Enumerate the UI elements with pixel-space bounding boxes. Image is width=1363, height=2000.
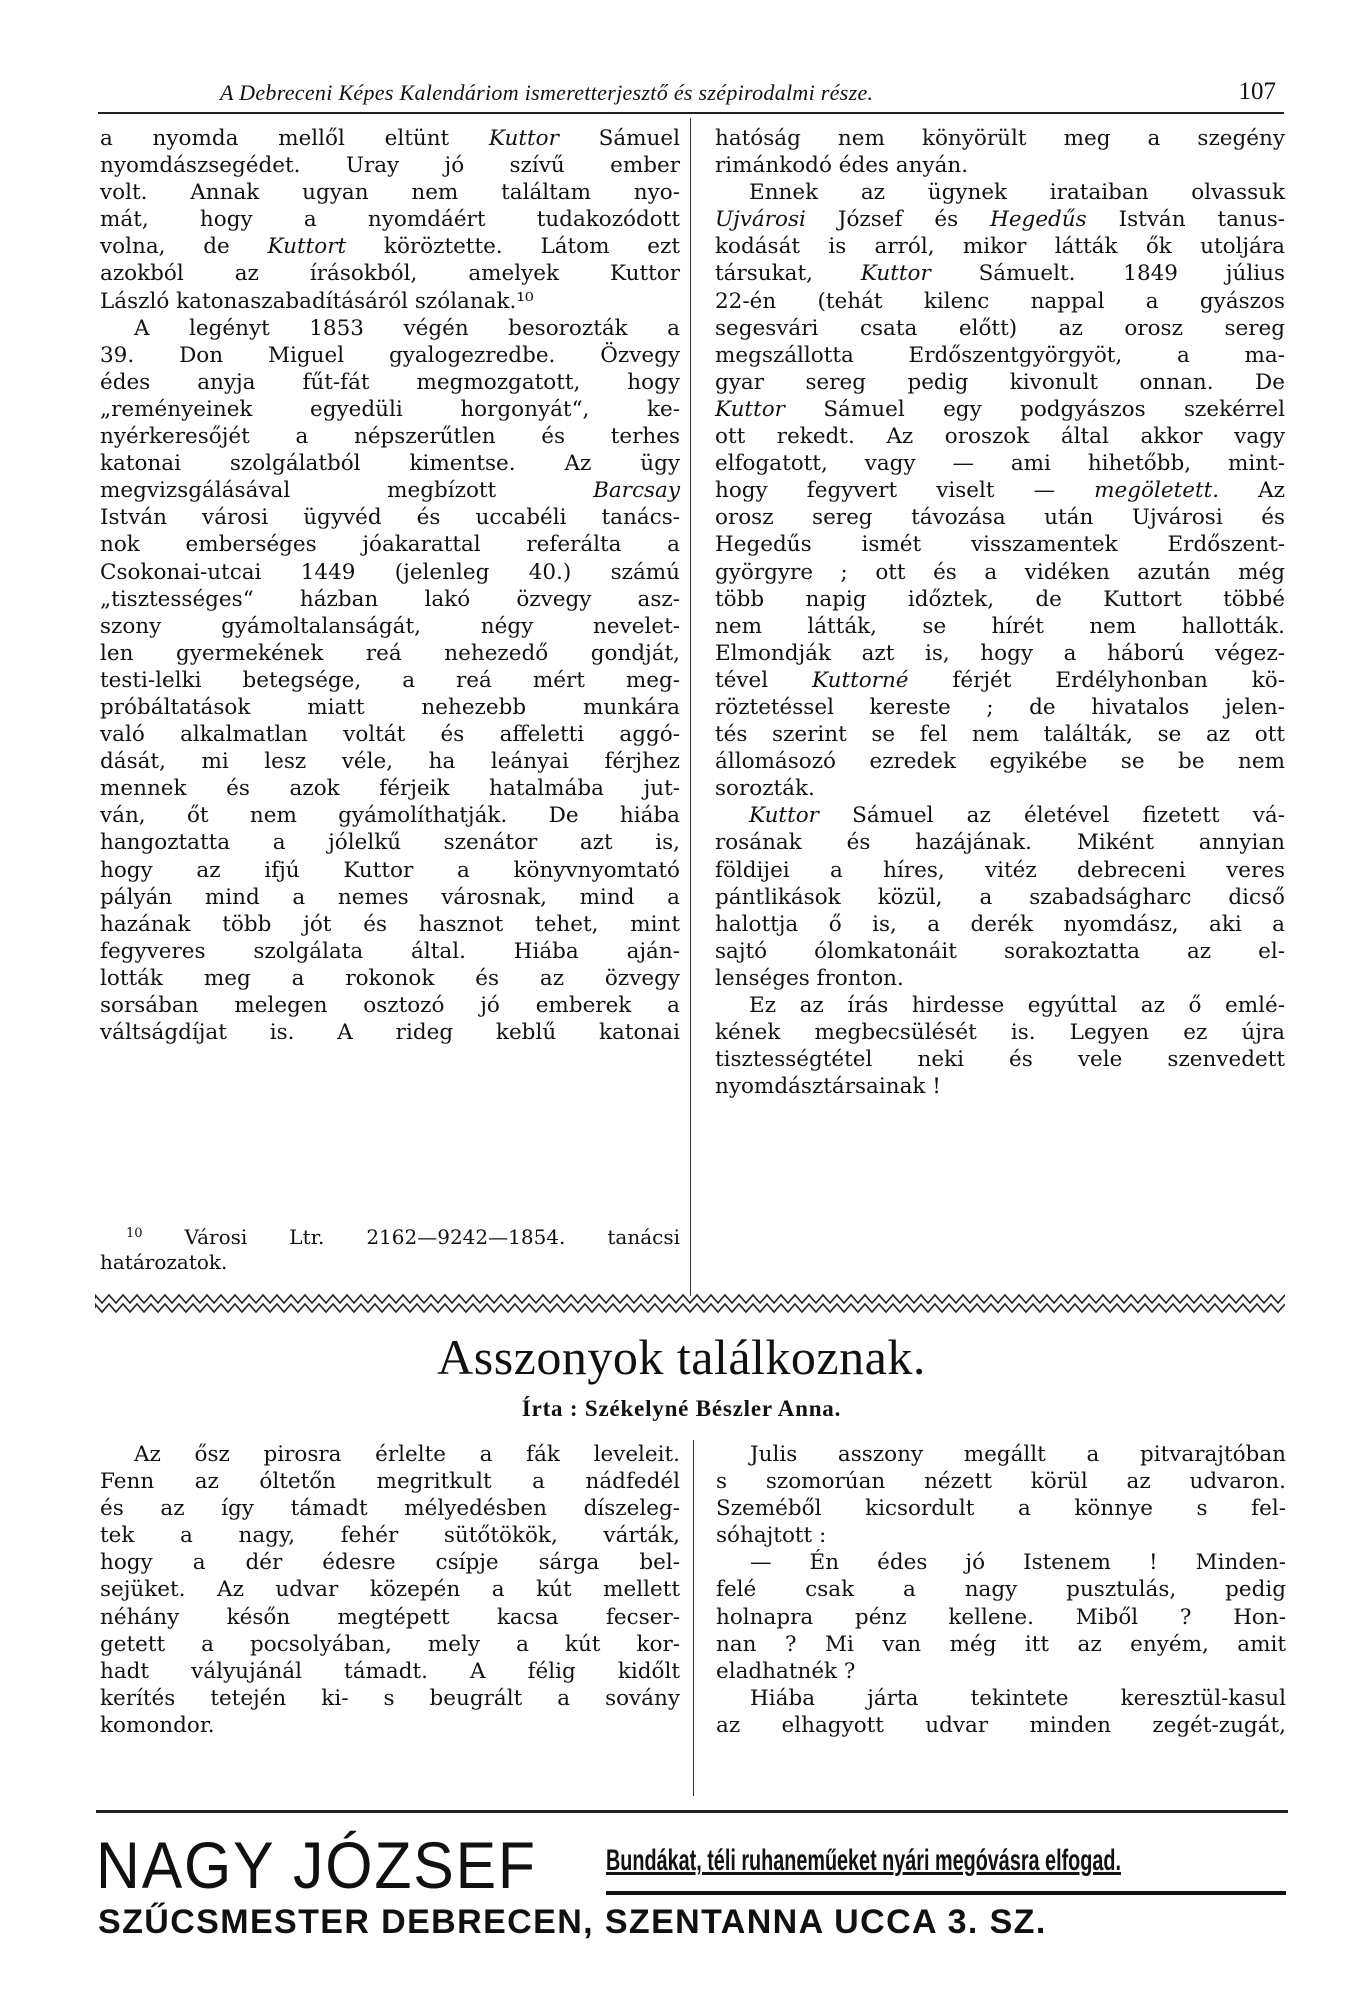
- text-line: [100, 1658, 680, 1685]
- line-text: röztetéssel kereste ; de hivatalos jelen-: [715, 694, 1285, 720]
- line-text: — Én édes jó Istenem ! Minden-: [750, 1550, 1286, 1576]
- text-line: [715, 775, 1285, 802]
- text-line: [100, 1549, 680, 1576]
- line-text: hogy fegyvert viselt —: [715, 478, 1095, 504]
- footnote-marker: 10: [126, 1226, 143, 1241]
- line-text: Sámuelt. 1849 július: [930, 261, 1285, 287]
- line-text: állomásozó ezredek egyikébe se be nem: [715, 749, 1285, 775]
- line-text: tisztességtétel neki és vele szenvedett: [715, 1047, 1285, 1073]
- footnote-line-1: [100, 1221, 680, 1250]
- line-text: testi-lelki betegsége, a reá mért meg-: [100, 667, 680, 693]
- text-line: [100, 1685, 680, 1712]
- column-divider: [690, 118, 691, 1296]
- line-text: volna, de: [100, 234, 268, 260]
- text-line: [716, 1604, 1286, 1631]
- line-text: nan ? Mi van még itt az enyém, amit: [716, 1631, 1286, 1657]
- text-line: [100, 504, 680, 531]
- line-text: pályán mind a nemes városnak, mind a: [100, 884, 680, 910]
- line-text: katonai szolgálatból kimentse. Az ügy: [100, 451, 680, 477]
- line-text: József és: [805, 207, 991, 233]
- line-text: ván, őt nem gyámolíthatják. De hiába: [100, 803, 680, 829]
- line-text: 22-én (tehát kilenc nappal a gyászos: [715, 288, 1285, 314]
- page-number: 107: [1238, 78, 1276, 105]
- text-line: [100, 857, 680, 884]
- line-text: len gyermekének reá nehezedő gondját,: [100, 640, 680, 666]
- line-text: dását, mi lesz véle, ha leányai férjhez: [100, 749, 680, 775]
- line-text: felé csak a nagy pusztulás, pedig: [716, 1577, 1286, 1603]
- line-text: Ez az írás hirdesse egyúttal az ő emlé-: [749, 993, 1285, 1018]
- line-text: nyérkeresőjét a népszerűtlen és terhes: [100, 424, 680, 450]
- line-text: Elmondják azt is, hogy a háború végez-: [715, 640, 1285, 666]
- text-line: [716, 1441, 1286, 1468]
- text-line: [100, 586, 680, 613]
- text-line: [715, 125, 1285, 152]
- text-line: [715, 342, 1285, 369]
- line-text: sorsában melegen osztozó jó emberek a: [100, 993, 680, 1018]
- text-line: [716, 1468, 1286, 1495]
- line-text: való alkalmatlan voltát és affeletti aggó-: [100, 722, 680, 748]
- line-text: tés szerint se fel nem találták, se az ott: [715, 722, 1285, 748]
- text-line: [100, 694, 680, 721]
- text-line: [715, 152, 1285, 179]
- text-line: [100, 965, 680, 992]
- text-line: [715, 992, 1285, 1019]
- line-text: hangoztatta a jólelkű szenátor azt is,: [100, 830, 680, 856]
- text-line: [100, 1576, 680, 1603]
- line-text: István városi ügyvéd és uccabéli tanács-: [100, 505, 680, 531]
- italic-name: Barcsay: [593, 478, 680, 504]
- text-line: [715, 1046, 1285, 1073]
- line-text: „tisztességes“ házban lakó özvegy asz-: [100, 586, 680, 612]
- text-line: [100, 829, 680, 856]
- line-text: gyar sereg pedig kivonult onnan. De: [715, 369, 1285, 395]
- line-text: köröztette. Látom ezt: [346, 234, 680, 260]
- line-text: hogy a dér édesre csípje sárga bel-: [100, 1550, 680, 1576]
- line-text: megvizsgálásával megbízott: [100, 478, 594, 504]
- text-line: [715, 559, 1285, 586]
- text-line: [100, 1019, 680, 1046]
- article-byline: Írta : Székelyné Bészler Anna.: [521, 1396, 842, 1421]
- line-text: elfogatott, vagy — ami hihetőbb, mint-: [715, 451, 1285, 477]
- line-text: és az így támadt mélyedésben díszeleg-: [100, 1496, 680, 1522]
- line-text: tével: [715, 667, 813, 693]
- line-text: néhány későn megtépett kacsa fecser-: [100, 1604, 680, 1630]
- line-text: eladhatnék ?: [716, 1658, 856, 1684]
- line-text: hazának több jót és hasznot tehet, mint: [100, 911, 680, 937]
- line-text: lenséges fronton.: [715, 965, 904, 991]
- text-line: [715, 1073, 1285, 1100]
- text-line: [716, 1576, 1286, 1603]
- text-line: [715, 694, 1285, 721]
- text-line: [715, 288, 1285, 315]
- text-line: [100, 396, 680, 423]
- line-text: Julis asszony megállt a pitvarajtóban: [750, 1442, 1286, 1467]
- article-1-column-left: [100, 125, 680, 1046]
- line-text: orosz sereg távozása után Ujvárosi és: [715, 505, 1285, 531]
- wavy-separator: [95, 1293, 1285, 1315]
- text-line: [715, 450, 1285, 477]
- text-line: [100, 152, 680, 179]
- text-line: [715, 1019, 1285, 1046]
- line-text: Sámuel egy podgyászos szekérrel: [784, 396, 1285, 422]
- line-text: nok emberséges jóakarattal referálta a: [100, 532, 680, 558]
- text-line: [715, 613, 1285, 640]
- text-line: [100, 260, 680, 287]
- text-line: [715, 206, 1285, 233]
- italic-name: Kuttor: [488, 126, 559, 151]
- line-text: Hegedűs ismét visszamentek Erdőszent-: [715, 532, 1285, 558]
- text-line: [100, 1712, 680, 1739]
- text-line: [100, 450, 680, 477]
- text-line: [100, 342, 680, 369]
- text-line: [715, 748, 1285, 775]
- footnote: [100, 1221, 680, 1275]
- line-text: lották meg a rokonok és az özvegy: [100, 965, 680, 991]
- line-text: kerítés tetején ki- s beugrált a sovány: [100, 1685, 680, 1711]
- text-line: [715, 857, 1285, 884]
- line-text: hatóság nem könyörült meg a szegény: [715, 126, 1285, 151]
- text-line: [716, 1549, 1286, 1576]
- text-line: [100, 288, 680, 315]
- italic-name: Hegedűs: [990, 207, 1087, 233]
- line-text: volt. Annak ugyan nem találtam nyo-: [100, 180, 680, 206]
- line-text: sorozták.: [715, 776, 815, 802]
- text-line: [100, 884, 680, 911]
- line-text: fegyveres szolgálata által. Hiába aján-: [100, 938, 680, 964]
- text-line: [100, 1495, 680, 1522]
- text-line: [100, 721, 680, 748]
- line-text: István tanus-: [1086, 207, 1285, 233]
- line-text: Hiába járta tekintete keresztül-kasul: [750, 1685, 1286, 1711]
- text-line: [716, 1658, 1286, 1685]
- text-line: [715, 260, 1285, 287]
- line-text: édes anyja fűt-fát megmozgatott, hogy: [100, 369, 680, 395]
- article-title: Asszonyok találkoznak.: [437, 1329, 926, 1385]
- text-line: [100, 775, 680, 802]
- text-line: [100, 613, 680, 640]
- line-text: váltságdíjat is. A rideg keblű katonai: [100, 1020, 680, 1046]
- text-line: [100, 802, 680, 829]
- line-text: férjét Erdélyhonban kö-: [908, 667, 1285, 693]
- text-line: [715, 640, 1285, 667]
- text-line: [715, 369, 1285, 396]
- text-line: [715, 179, 1285, 206]
- text-line: [100, 667, 680, 694]
- line-text: sejüket. Az udvar közepén a kút mellett: [100, 1577, 680, 1603]
- line-text: sóhajtott :: [716, 1523, 827, 1549]
- line-text: 39. Don Miguel gyalogezredbe. Özvegy: [100, 342, 680, 368]
- text-line: [715, 802, 1285, 829]
- line-text: hogy az ifjú Kuttor a könyvnyomtató: [100, 857, 680, 883]
- text-line: [715, 965, 1285, 992]
- text-line: [100, 369, 680, 396]
- text-line: [100, 992, 680, 1019]
- text-line: [100, 559, 680, 586]
- text-line: [100, 748, 680, 775]
- running-head: [98, 76, 1284, 114]
- line-text: rimánkodó édes anyán.: [715, 153, 969, 179]
- text-line: [100, 1522, 680, 1549]
- line-text: holnapra pénz kellene. Miből ? Hon-: [716, 1604, 1286, 1630]
- text-line: [715, 423, 1285, 450]
- advertisement-slogan-rule: [606, 1891, 1286, 1895]
- line-text: nyomdásztársainak !: [715, 1074, 941, 1100]
- text-line: [100, 233, 680, 260]
- text-line: [100, 938, 680, 965]
- line-text: mennek és azok férjeik hatalmába jut-: [100, 776, 680, 802]
- text-line: [715, 396, 1285, 423]
- text-line: [100, 1631, 680, 1658]
- text-line: [715, 504, 1285, 531]
- line-text: mát, hogy a nyomdáért tudakozódott: [100, 207, 680, 233]
- advertisement-slogan: Bundákat, téli ruhaneműeket nyári megóvásra elfogad.: [606, 1844, 1121, 1877]
- line-text: halottja ő is, a derék nyomdász, aki a: [715, 911, 1285, 937]
- italic-name: megöletett.: [1094, 478, 1220, 504]
- text-line: [715, 667, 1285, 694]
- line-text: megszállotta Erdőszentgyörgyöt, a ma-: [715, 342, 1285, 368]
- line-text: pántlikások közül, a szabadságharc dicső: [715, 884, 1285, 910]
- line-text: az elhagyott udvar minden zegét-zugát,: [716, 1712, 1286, 1738]
- line-text: kének megbecsülését is. Legyen ez újra: [715, 1020, 1285, 1046]
- line-text: földijei a híres, vitéz debreceni veres: [715, 857, 1285, 883]
- text-line: [716, 1712, 1286, 1739]
- text-line: [100, 640, 680, 667]
- running-head-title: A Debreceni Képes Kalendáriom ismeretterjesztő és szépirodalmi része.: [220, 80, 874, 105]
- line-text: s szomorúan nézett körül az udvaron.: [716, 1469, 1286, 1495]
- text-line: [100, 1604, 680, 1631]
- line-text: komondor.: [100, 1712, 215, 1738]
- text-line: [715, 721, 1285, 748]
- line-text: sajtó ólomkatonáit sorakoztatta az el-: [715, 938, 1285, 964]
- line-text: A legényt 1853 végén besorozták a: [134, 315, 680, 341]
- text-line: [716, 1522, 1286, 1549]
- footnote-text: Városi Ltr. 2162—9242—1854. tanácsi: [142, 1225, 680, 1249]
- text-line: [716, 1495, 1286, 1522]
- column-divider-2: [693, 1440, 694, 1796]
- advertisement-address: SZŰCSMESTER DEBRECEN, SZENTANNA UCCA 3. SZ.: [98, 1903, 1047, 1941]
- text-line: [100, 1468, 680, 1495]
- line-text: társukat,: [715, 261, 861, 287]
- text-line: [100, 315, 680, 342]
- line-text: László katonaszabadításáról szólanak.¹⁰: [100, 288, 534, 314]
- line-text: szony gyámoltalanságát, négy nevelet-: [100, 613, 680, 639]
- line-text: Sámuel: [558, 126, 680, 151]
- line-text: Szeméből kicsordult a könnye s fel-: [716, 1496, 1286, 1522]
- line-text: a nyomda mellől eltünt: [100, 126, 489, 151]
- text-line: [715, 315, 1285, 342]
- line-text: Ennek az ügynek irataiban olvassuk: [749, 180, 1285, 206]
- text-line: [716, 1685, 1286, 1712]
- text-line: [715, 911, 1285, 938]
- text-line: [715, 938, 1285, 965]
- line-text: nyomdászsegédet. Uray jó szívű ember: [100, 153, 680, 179]
- italic-name: Ujvárosi: [715, 207, 806, 233]
- italic-name: Kuttorné: [812, 667, 909, 693]
- line-text: több napig időztek, de Kuttort többé: [715, 586, 1285, 612]
- italic-name: Kuttor: [860, 261, 931, 287]
- text-line: [100, 179, 680, 206]
- line-text: segesvári csata előtt) az orosz sereg: [715, 315, 1285, 341]
- text-line: [100, 531, 680, 558]
- line-text: kodását is arról, mikor látták ők utoljára: [715, 234, 1285, 260]
- line-text: Az: [1219, 478, 1285, 504]
- article-2-column-right: [716, 1441, 1286, 1739]
- advertisement-top-rule: [96, 1810, 1288, 1813]
- text-line: [716, 1631, 1286, 1658]
- article-1-column-right: [715, 125, 1285, 1100]
- line-text: Fenn az óltetőn megritkult a nádfedél: [100, 1469, 680, 1495]
- text-line: [100, 911, 680, 938]
- line-text: azokból az írásokból, amelyek Kuttor: [100, 261, 680, 287]
- text-line: [100, 477, 680, 504]
- text-line: [715, 586, 1285, 613]
- text-line: [715, 531, 1285, 558]
- line-text: próbáltatások miatt nehezebb munkára: [100, 694, 680, 720]
- advertisement-name: NAGY JÓZSEF: [96, 1828, 537, 1902]
- footnote-line-2: határozatok.: [100, 1250, 228, 1274]
- line-text: Sámuel az életével fizetett vá-: [818, 803, 1285, 829]
- line-text: ott rekedt. Az oroszok által akkor vagy: [715, 424, 1285, 450]
- text-line: [715, 233, 1285, 260]
- line-text: rosának és hazájának. Miként annyian: [715, 830, 1285, 856]
- text-line: [100, 423, 680, 450]
- line-text: Az ősz pirosra érlelte a fák leveleit.: [134, 1442, 680, 1467]
- text-line: [100, 1441, 680, 1468]
- line-text: tek a nagy, fehér sütőtökök, várták,: [100, 1523, 680, 1549]
- text-line: [715, 829, 1285, 856]
- line-text: „reményeinek egyedüli horgonyát“, ke-: [100, 396, 680, 422]
- article-2-column-left: [100, 1441, 680, 1739]
- text-line: [100, 125, 680, 152]
- line-text: nem látták, se hírét nem hallották.: [715, 613, 1285, 639]
- line-text: györgyre ; ott és a vidéken azután még: [715, 559, 1285, 585]
- text-line: [100, 206, 680, 233]
- italic-name: Kuttort: [267, 234, 347, 260]
- text-line: [715, 884, 1285, 911]
- text-line: [715, 477, 1285, 504]
- line-text: hadt vályujánál támadt. A félig kidőlt: [100, 1658, 680, 1684]
- italic-name: Kuttor: [715, 396, 785, 422]
- italic-name: Kuttor: [749, 803, 819, 829]
- line-text: getett a pocsolyában, mely a kút kor-: [100, 1631, 680, 1657]
- line-text: Csokonai-utcai 1449 (jelenleg 40.) számú: [100, 559, 680, 585]
